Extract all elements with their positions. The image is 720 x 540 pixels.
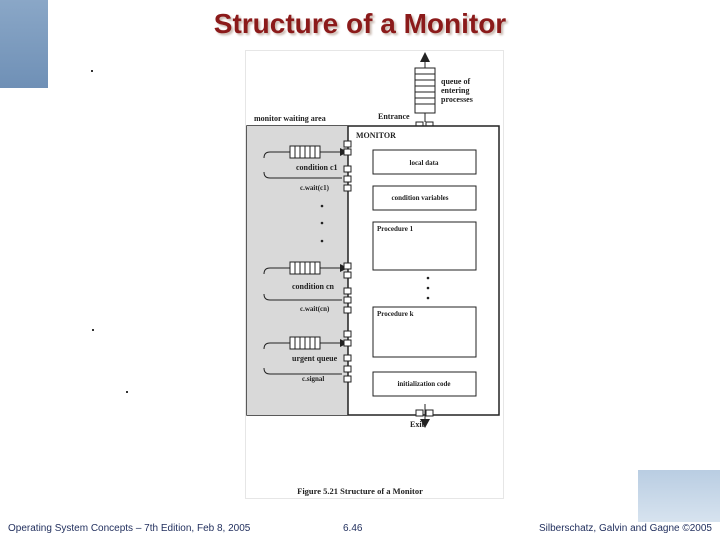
footer-page-number: 6.46 — [343, 523, 363, 534]
ellipsis-dot — [427, 277, 430, 280]
ellipsis-dot — [321, 240, 324, 243]
slide-title: Structure of a Monitor — [213, 8, 507, 39]
entering-queue-label-2: entering — [441, 86, 470, 95]
ellipsis-dot — [427, 297, 430, 300]
monitor-label: MONITOR — [356, 131, 396, 140]
condition-cn-label: condition cn — [292, 282, 335, 291]
entering-queue — [415, 52, 435, 122]
entering-queue-label-3: processes — [441, 95, 473, 104]
condition-c1-label: condition c1 — [296, 163, 338, 172]
dinosaur-logo-bottom — [638, 470, 720, 522]
cwait-c1-label: c.wait(c1) — [300, 184, 329, 192]
footer-course-info: Operating System Concepts – 7th Edition, Feb 8, 2005 — [8, 523, 251, 534]
initialization-code-label: initialization code — [397, 380, 451, 388]
local-data-label: local data — [409, 159, 439, 167]
exit-label: Exit — [410, 420, 425, 429]
footer-authors: Silberschatz, Galvin and Gagne ©2005 — [538, 523, 712, 534]
entrance-label: Entrance — [378, 112, 410, 121]
procedure-1-label: Procedure 1 — [377, 225, 414, 233]
waiting-area-label: monitor waiting area — [254, 114, 326, 123]
exit-gate — [426, 410, 433, 416]
ellipsis-dot — [321, 205, 324, 208]
condition-variables-label: condition variables — [391, 194, 449, 202]
exit-gate — [416, 410, 423, 416]
figure-caption: Figure 5.21 Structure of a Monitor — [297, 486, 423, 496]
csignal-label: c.signal — [302, 375, 325, 383]
entering-queue-label-1: queue of — [441, 77, 471, 86]
ellipsis-dot — [427, 287, 430, 290]
procedure-k-label: Procedure k — [377, 310, 414, 318]
ellipsis-dot — [321, 222, 324, 225]
urgent-queue-label: urgent queue — [292, 354, 338, 363]
cwait-cn-label: c.wait(cn) — [300, 305, 330, 313]
